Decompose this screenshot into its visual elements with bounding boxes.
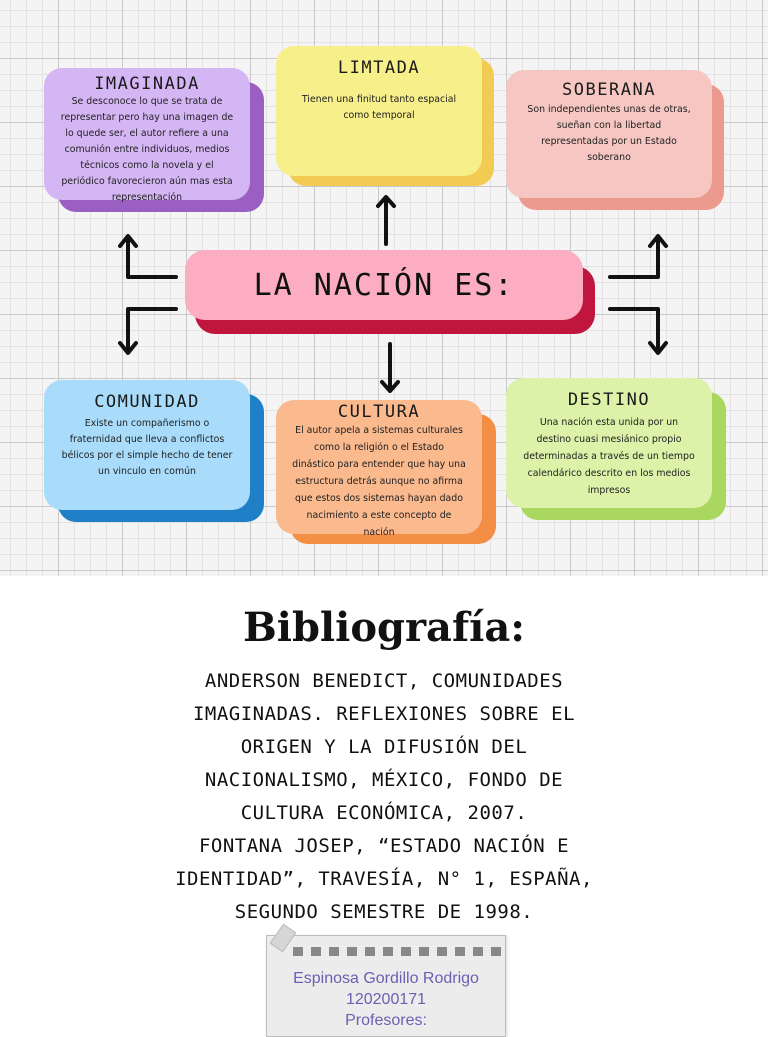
card-face (276, 46, 482, 176)
arrow-to-cultura (382, 344, 398, 391)
arrow-to-soberana (610, 236, 666, 277)
bibliography-line: IDENTIDAD”, TRAVESÍA, N° 1, ESPAÑA, (175, 868, 593, 890)
bibliography-line: IMAGINADAS. REFLEXIONES SOBRE EL (192, 703, 576, 725)
arrow-to-limtada (378, 197, 394, 244)
card-title: DESTINO (567, 390, 651, 410)
card-face (276, 400, 482, 538)
author-info (267, 968, 505, 1031)
notepad-card (266, 935, 506, 1037)
card-title: IMAGINADA (94, 74, 200, 94)
card-text: Se desconoce lo que se trata de representar pero hay una imagen de lo quede ser, el autor refiere a una comunión entre individuos, medios técnicos como la novela y el periódico favorecieron aún mas esta representación (60, 96, 234, 203)
arrow-to-comunidad (120, 309, 176, 353)
author-name: Espinosa Gordillo Rodrigo (293, 970, 479, 987)
card-face (506, 70, 712, 198)
card-text: Son independientes unas de otras, sueñan con la libertad representadas por un Estado soberano (527, 104, 691, 163)
bibliography-line: NACIONALISMO, MÉXICO, FONDO DE (204, 769, 564, 791)
bibliography-line: SEGUNDO SEMESTRE DE 1998. (234, 901, 534, 923)
bibliography-line: ANDERSON BENEDICT, COMUNIDADES (204, 670, 564, 692)
bibliography-line: FONTANA JOSEP, “ESTADO NACIÓN E (198, 835, 570, 857)
center-label: LA NACIÓN ES: (185, 250, 583, 320)
bibliography-text (160, 665, 608, 929)
bibliography-title: Bibliografía: (242, 604, 526, 651)
card-title: LIMTADA (337, 58, 421, 78)
card-face (44, 68, 250, 203)
card-face (506, 378, 712, 508)
card-text: El autor apela a sistemas culturales como la religión o el Estado dinástico para entender que hay una estructura detrás aunque no afirma que estos dos sistemas hayan dado nacimiento a este concepto de nación (292, 425, 466, 538)
card-face (44, 380, 250, 510)
arrow-to-imaginada (120, 236, 176, 277)
card-title: COMUNIDAD (94, 392, 200, 412)
professors-label: Profesores: (345, 1012, 427, 1029)
author-id: 120200171 (345, 991, 427, 1008)
card-title: CULTURA (337, 402, 421, 422)
card-text: Tienen una finitud tanto espacial como temporal (301, 94, 457, 121)
bibliography-line: CULTURA ECONÓMICA, 2007. (240, 802, 528, 824)
bibliography-line: ORIGEN Y LA DIFUSIÓN DEL (240, 736, 528, 758)
card-title: SOBERANA (562, 80, 656, 100)
card-text: Una nación esta unida por un destino cuasi mesiánico propio determinadas a través de un tiempo calendárico descrito en los medios impresos (523, 417, 695, 496)
card-text: Existe un compañerismo o fraternidad que lleva a conflictos bélicos por el simple hecho de tener un vinculo en común (61, 418, 233, 477)
arrow-to-destino (610, 309, 666, 353)
notepad-holes (293, 947, 501, 956)
